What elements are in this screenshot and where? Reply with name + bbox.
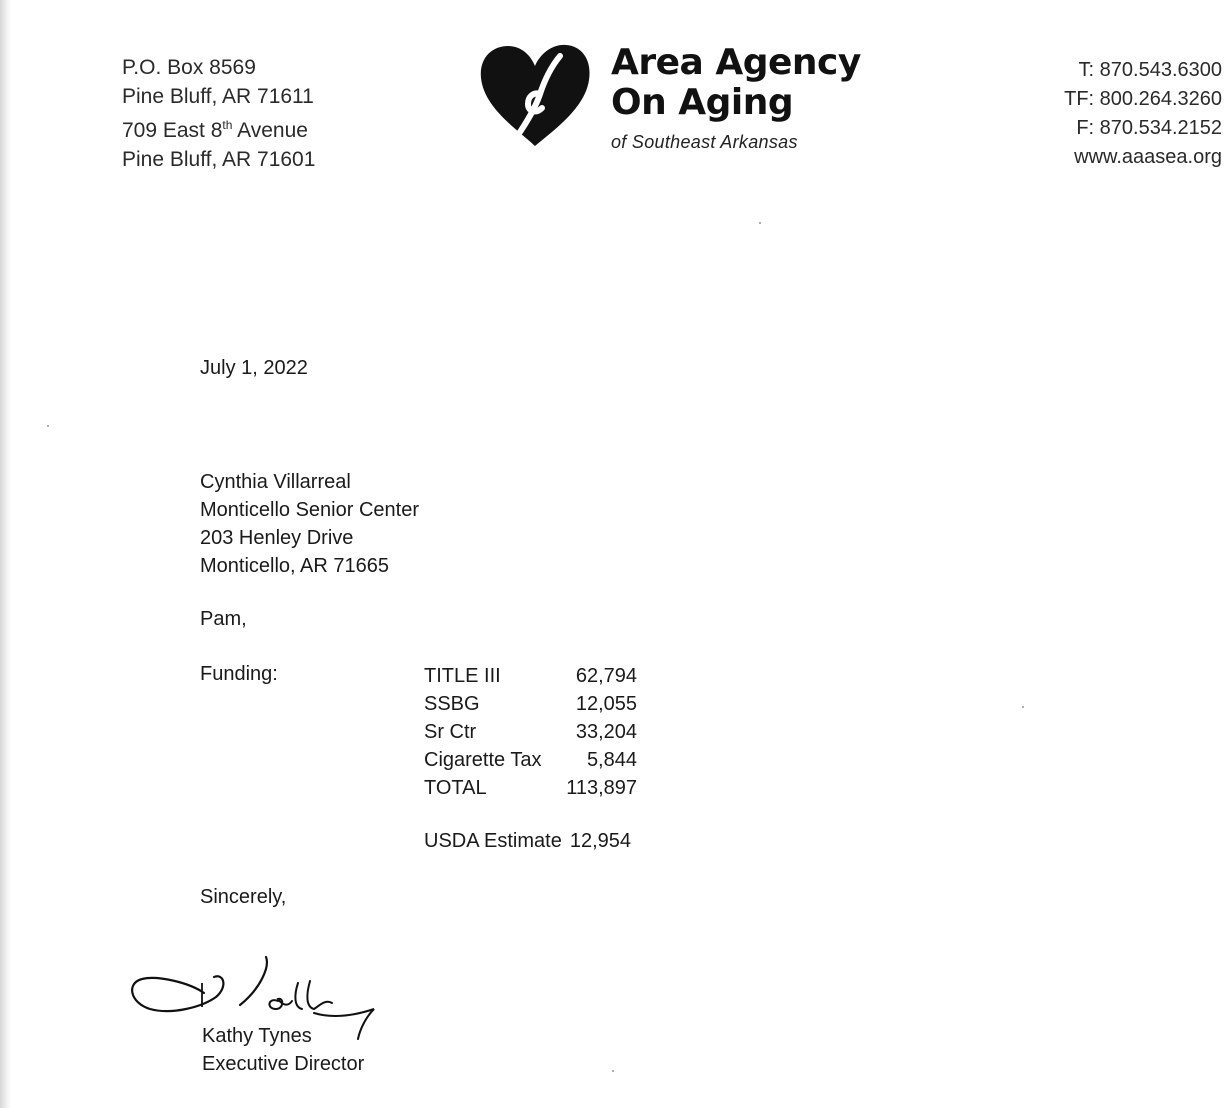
- contact-toll-free: TF: 800.264.3260: [1064, 88, 1222, 110]
- usda-amount: 12,954: [569, 830, 631, 852]
- address-street-suffix: Avenue: [232, 119, 308, 142]
- funding-row: [424, 662, 637, 690]
- address-street-ordinal: th: [222, 118, 233, 132]
- address-city: Pine Bluff, AR 71601: [122, 148, 316, 171]
- letterhead-address: [122, 53, 315, 174]
- agency-logo: [478, 42, 861, 162]
- funding-total-label: TOTAL: [424, 777, 487, 799]
- scan-speck: [47, 425, 49, 427]
- contact-website: www.aaasea.org: [1074, 146, 1222, 168]
- recipient-name: Cynthia Villarreal: [200, 471, 351, 493]
- funding-amount: 5,844: [586, 749, 637, 771]
- funding-row: [424, 718, 637, 746]
- usda-estimate: [424, 830, 631, 853]
- contact-fax: F: 870.534.2152: [1076, 117, 1222, 139]
- closing: Sincerely,: [200, 886, 287, 908]
- scan-speck: [612, 1070, 614, 1072]
- scan-speck: [1022, 706, 1024, 708]
- funding-row: [424, 746, 637, 774]
- funding-total-amount: 113,897: [566, 777, 637, 799]
- funding-label: Funding:: [200, 663, 278, 685]
- funding-name: Sr Ctr: [424, 721, 477, 743]
- logo-subtitle: of Southeast Arkansas: [611, 132, 798, 152]
- signer-name: Kathy Tynes: [202, 1025, 312, 1047]
- letter-date: July 1, 2022: [200, 357, 308, 379]
- signer-title: Executive Director: [202, 1053, 365, 1075]
- heart-icon: [478, 42, 593, 152]
- address-po-box: P.O. Box 8569: [122, 56, 256, 79]
- recipient-city: Monticello, AR 71665: [200, 555, 390, 577]
- address-po-city: Pine Bluff, AR 71611: [122, 85, 314, 108]
- funding-name: SSBG: [424, 693, 480, 715]
- letterhead-contact: [1064, 56, 1222, 172]
- usda-label: USDA Estimate: [424, 830, 562, 852]
- logo-title-line1: Area Agency: [611, 42, 861, 83]
- funding-name: Cigarette Tax: [424, 749, 542, 771]
- funding-name: TITLE III: [424, 665, 501, 687]
- contact-phone: T: 870.543.6300: [1078, 59, 1222, 81]
- page-edge-shadow: [0, 0, 12, 1108]
- recipient-street: 203 Henley Drive: [200, 527, 354, 549]
- funding-row: [424, 690, 637, 718]
- funding-total-row: [424, 774, 637, 802]
- address-street: [122, 111, 315, 145]
- funding-amount: 33,204: [575, 721, 637, 743]
- funding-amount: 12,055: [575, 693, 637, 715]
- address-street-number: 709 East 8: [122, 119, 223, 142]
- funding-table: [424, 662, 637, 802]
- scan-speck: [759, 222, 761, 224]
- recipient-block: [200, 468, 419, 580]
- recipient-organization: Monticello Senior Center: [200, 499, 419, 521]
- salutation: Pam,: [200, 608, 247, 630]
- logo-title-line2: On Aging: [611, 82, 794, 123]
- funding-amount: 62,794: [575, 665, 637, 687]
